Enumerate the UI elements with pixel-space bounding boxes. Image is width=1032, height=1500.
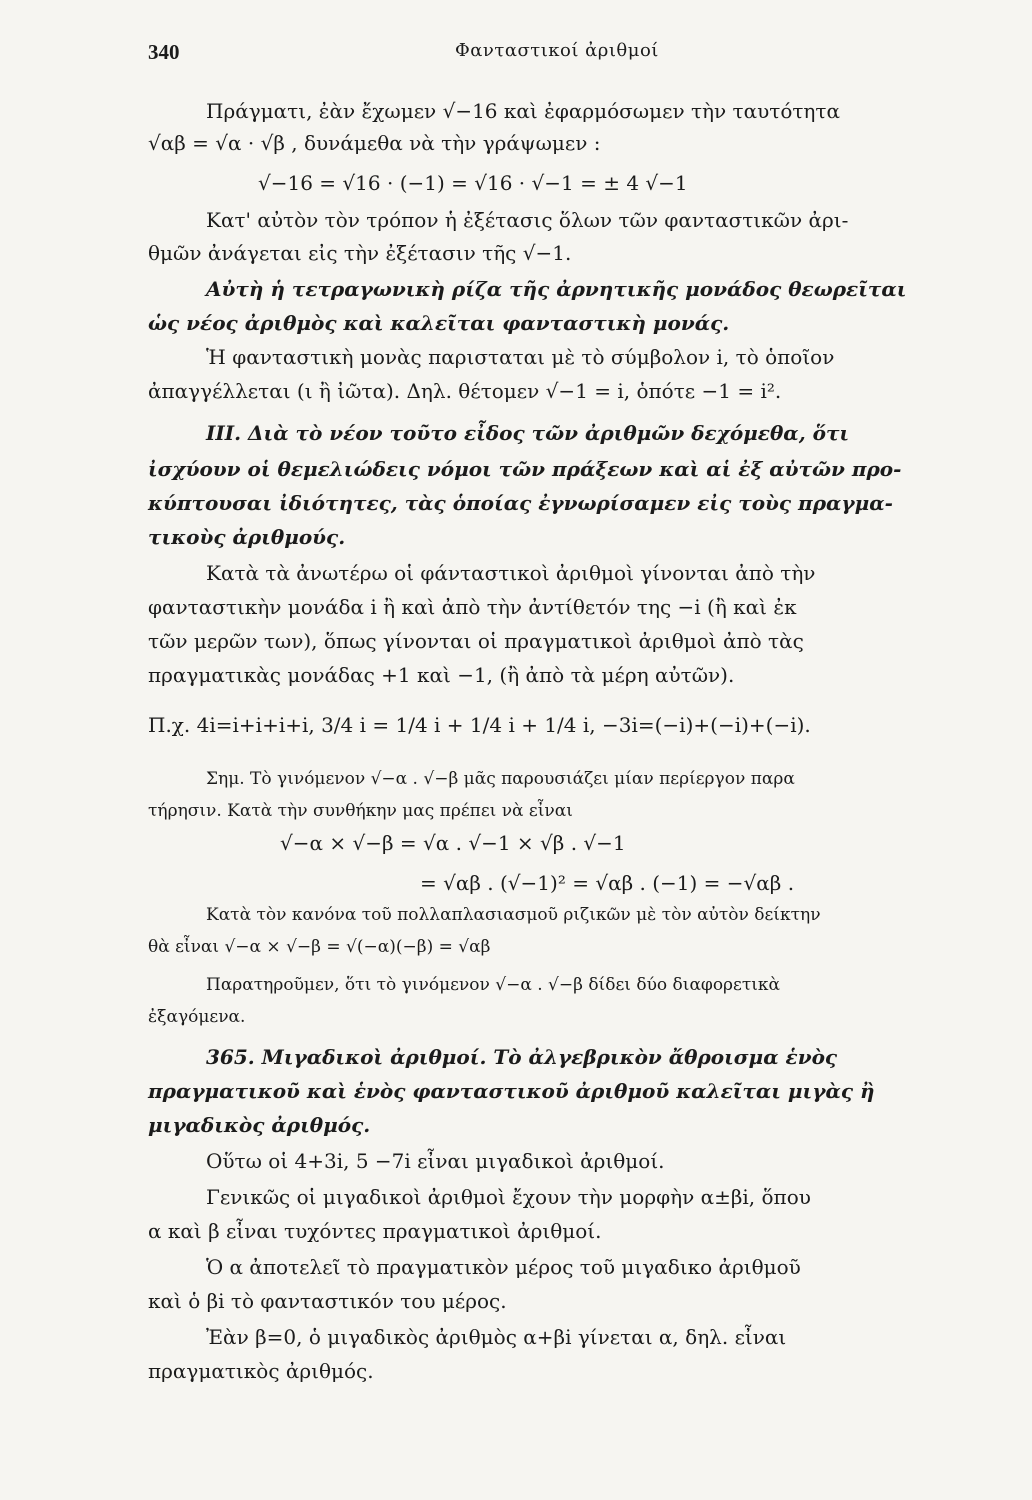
note-line: ἐξαγόμενα. [148,1007,246,1027]
section-heading: μιγαδικὸς ἀριθμός. [148,1113,371,1137]
text-line: Πράγματι, ἐὰν ἔχωμεν √−16 καὶ ἐφαρμόσωμεν τὴν ταυτότητα [206,99,840,123]
definition-line: ὡς νέος ἀριθμὸς καὶ καλεῖται φανταστικὴ μονάς. [148,311,730,335]
page-number: 340 [148,40,180,64]
text-line: Ὁ α ἀποτελεῖ τὸ πραγματικὸν μέρος τοῦ μιγαδικο ἀριθμοῦ [206,1255,801,1279]
text-line: φανταστικὴν μονάδα i ἢ καὶ ἀπὸ τὴν ἀντίθετόν της −i (ἢ καὶ ἐκ [148,595,797,619]
example-line: Π.χ. 4i=i+i+i+i, 3/4 i = 1/4 i + 1/4 i + 1/4 i, −3i=(−i)+(−i)+(−i). [148,713,811,737]
text-line: ἀπαγγέλλεται (ι ἢ ἰῶτα). Δηλ. θέτομεν √−1 = i, ὁπότε −1 = i². [148,379,782,403]
text-line: Κατ' αὐτὸν τὸν τρόπον ἡ ἐξέτασις ὅλων τῶν φανταστικῶν ἀρι- [206,208,849,232]
note-line: τήρησιν. Κατὰ τὴν συνθήκην μας πρέπει νὰ εἶναι [148,801,573,821]
text-line: √αβ = √α · √β , δυνάμεθα νὰ τὴν γράψωμεν : [148,131,601,155]
running-title: Φανταστικοί ἀριθμοί [455,40,659,61]
text-line: Ἡ φανταστικὴ μονὰς παρισταται μὲ τὸ σύμβολον i, τὸ ὁποῖον [206,345,835,369]
note-line: Κατὰ τὸν κανόνα τοῦ πολλαπλασιασμοῦ ριζικῶν μὲ τὸν αὐτὸν δείκτην [206,905,821,925]
section-heading: πραγματικοῦ καὶ ἑνὸς φανταστικοῦ ἀριθμοῦ καλεῖται μιγὰς ἢ [148,1079,875,1103]
text-line: πραγματικὸς ἀριθμός. [148,1359,374,1383]
text-line: Κατὰ τὰ ἀνωτέρω οἱ φάνταστικοὶ ἀριθμοὶ γίνονται ἀπὸ τὴν [206,561,816,585]
text-line: πραγματικὰς μονάδας +1 καὶ −1, (ἢ ἀπὸ τὰ μέρη αὐτῶν). [148,663,735,687]
text-line: τῶν μερῶν των), ὅπως γίνονται οἱ πραγματικοὶ ἀριθμοὶ ἀπὸ τὰς [148,629,804,653]
note-line: Παρατηροῦμεν, ὅτι τὸ γινόμενον √−α . √−β δίδει δύο διαφορετικὰ [206,975,781,995]
formula-line: √−16 = √16 · (−1) = √16 · √−1 = ± 4 √−1 [258,171,688,195]
rule-line: ἰσχύουν οἱ θεμελιώδεις νόμοι τῶν πράξεων καὶ αἱ ἐξ αὐτῶν προ- [148,457,902,481]
text-line: καὶ ὁ βi τὸ φανταστικόν του μέρος. [148,1289,507,1313]
text-line: α καὶ β εἶναι τυχόντες πραγματικοὶ ἀριθμοί. [148,1219,602,1243]
rule-line: τικοὺς ἀριθμούς. [148,525,346,549]
text-line: θμῶν ἀνάγεται εἰς τὴν ἐξέτασιν τῆς √−1. [148,241,572,265]
rule-line: κύπτουσαι ἰδιότητες, τὰς ὁποίας ἐγνωρίσαμεν εἰς τοὺς πραγμα- [148,491,893,515]
section-heading: 365. Μιγαδικοὶ ἀριθμοί. Τὸ ἀλγεβρικὸν ἄθροισμα ἑνὸς [206,1045,838,1069]
text-line: Ἐὰν β=0, ὁ μιγαδικὸς ἀριθμὸς α+βi γίνεται α, δηλ. εἶναι [206,1325,787,1349]
definition-line: Αὐτὴ ἡ τετραγωνικὴ ρίζα τῆς ἀρνητικῆς μονάδος θεωρεῖται [206,277,907,301]
text-line: Γενικῶς οἱ μιγαδικοὶ ἀριθμοὶ ἔχουν τὴν μορφὴν α±βi, ὅπου [206,1185,811,1209]
text-line: Οὕτω οἱ 4+3i, 5 −7i εἶναι μιγαδικοὶ ἀριθμοί. [206,1149,665,1173]
note-line: θὰ εἶναι √−α × √−β = √(−α)(−β) = √αβ [148,937,491,957]
rule-line: III. Διὰ τὸ νέον τοῦτο εἶδος τῶν ἀριθμῶν δεχόμεθα, ὅτι [206,421,850,445]
formula-line: = √αβ . (√−1)² = √αβ . (−1) = −√αβ . [420,871,795,895]
note-line: Σημ. Τὸ γινόμενον √−α . √−β μᾶς παρουσιάζει μίαν περίεργον παρα [206,769,795,789]
formula-line: √−α × √−β = √α . √−1 × √β . √−1 [280,831,626,855]
